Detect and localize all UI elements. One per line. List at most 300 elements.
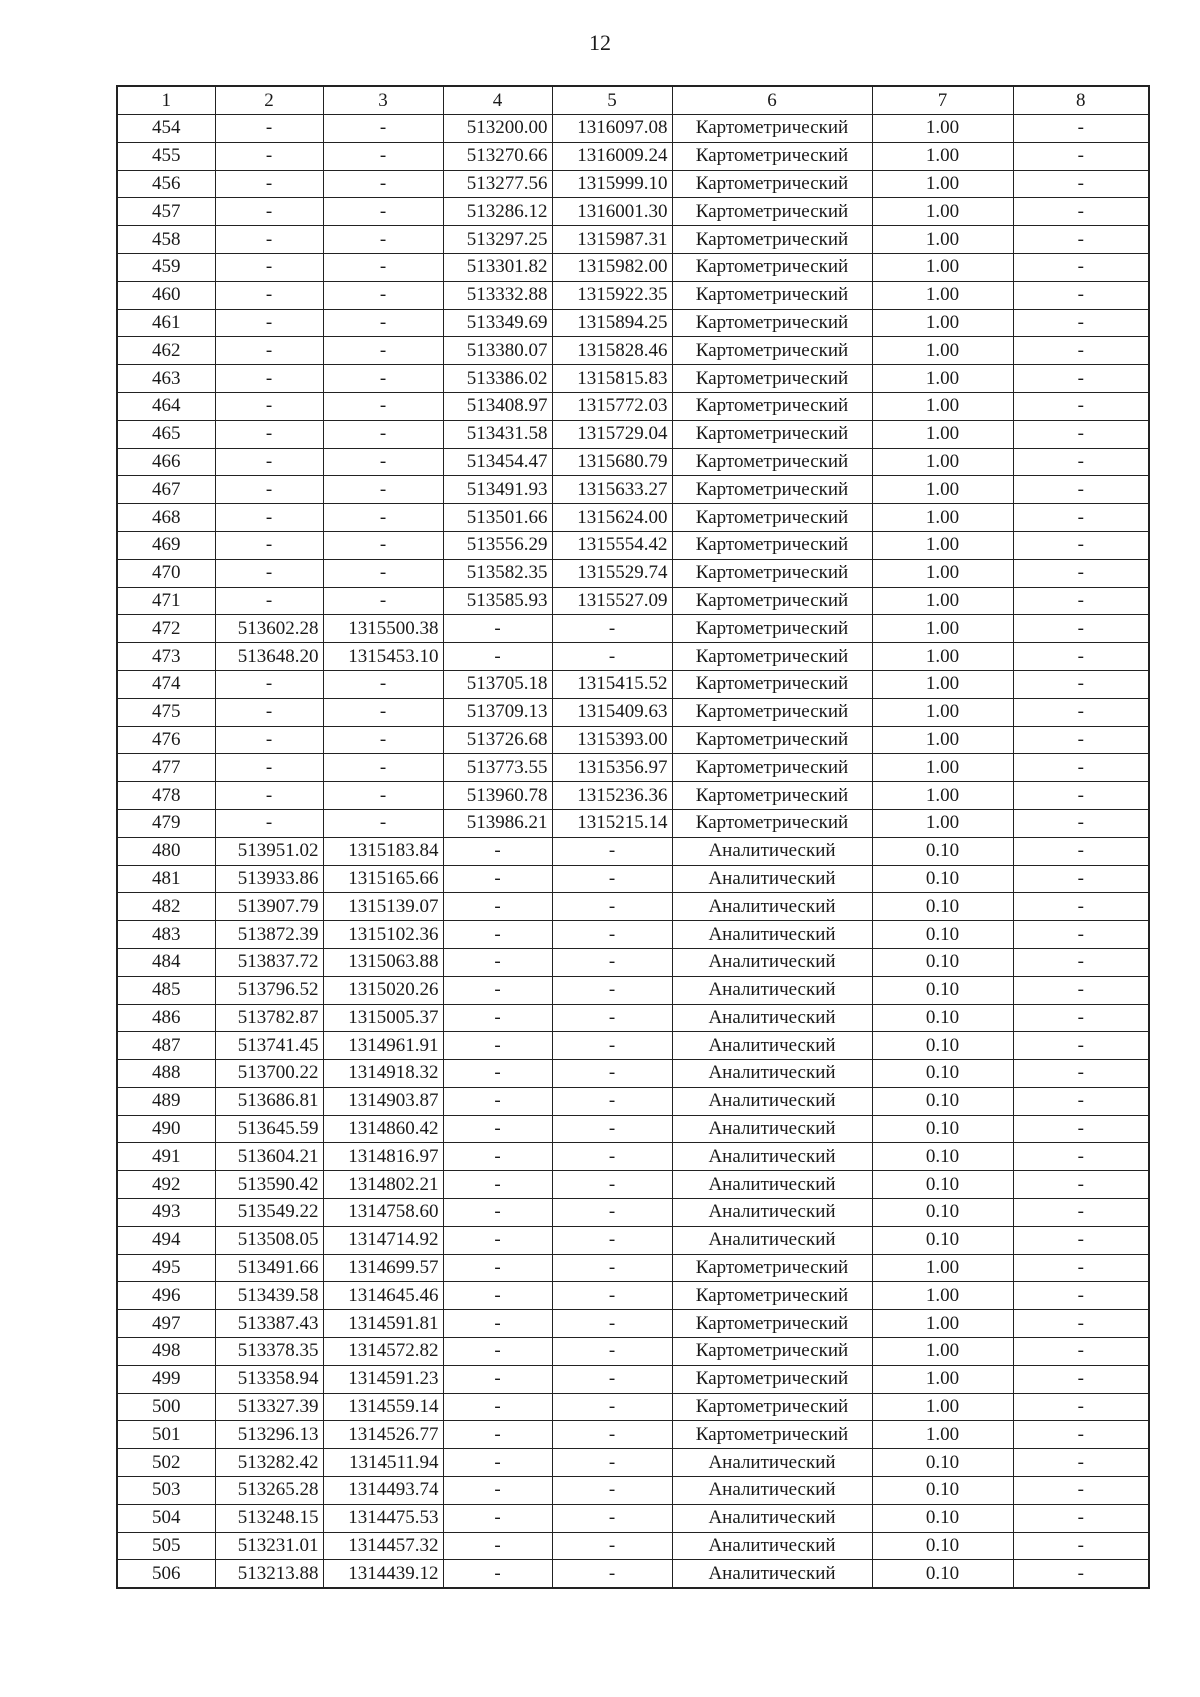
y-new-cell: 1315680.79 [552,448,672,476]
description-cell: - [1013,365,1149,393]
accuracy-cell: 1.00 [872,1338,1013,1366]
y-new-cell: - [552,1004,672,1032]
x-new-cell: 513705.18 [443,670,552,698]
description-cell: - [1013,670,1149,698]
x-new-cell: 513709.13 [443,698,552,726]
x-existing-cell: - [215,448,323,476]
accuracy-cell: 1.00 [872,365,1013,393]
y-existing-cell: 1315500.38 [323,615,443,643]
point-number-cell: 475 [117,698,215,726]
description-cell: - [1013,837,1149,865]
accuracy-cell: 1.00 [872,448,1013,476]
y-new-cell: - [552,1115,672,1143]
description-cell: - [1013,1421,1149,1449]
table-row [117,559,1149,587]
x-new-cell: 513408.97 [443,392,552,420]
accuracy-cell: 1.00 [872,281,1013,309]
point-number-cell: 485 [117,976,215,1004]
point-number-cell: 489 [117,1087,215,1115]
y-existing-cell: 1314645.46 [323,1282,443,1310]
x-existing-cell: 513231.01 [215,1532,323,1560]
method-cell: Аналитический [672,865,872,893]
description-cell: - [1013,281,1149,309]
table-row [117,253,1149,281]
point-number-cell: 459 [117,253,215,281]
y-new-cell: - [552,1087,672,1115]
x-new-cell: - [443,1282,552,1310]
x-new-cell: 513301.82 [443,253,552,281]
point-number-cell: 496 [117,1282,215,1310]
method-cell: Картометрический [672,782,872,810]
method-cell: Картометрический [672,198,872,226]
point-number-cell: 472 [117,615,215,643]
table-row [117,1199,1149,1227]
point-number-cell: 498 [117,1338,215,1366]
accuracy-cell: 0.10 [872,1226,1013,1254]
y-new-cell: - [552,615,672,643]
y-new-cell: - [552,837,672,865]
y-new-cell: 1315409.63 [552,698,672,726]
point-number-cell: 454 [117,115,215,143]
accuracy-cell: 0.10 [872,1199,1013,1227]
x-new-cell: 513491.93 [443,476,552,504]
y-new-cell: 1315529.74 [552,559,672,587]
column-header: 6 [672,86,872,115]
method-cell: Картометрический [672,476,872,504]
description-cell: - [1013,615,1149,643]
x-new-cell: - [443,643,552,671]
y-existing-cell: - [323,392,443,420]
method-cell: Аналитический [672,1032,872,1060]
table-row [117,115,1149,143]
y-new-cell: - [552,1143,672,1171]
y-new-cell: 1315987.31 [552,226,672,254]
description-cell: - [1013,643,1149,671]
x-existing-cell: 513358.94 [215,1365,323,1393]
accuracy-cell: 0.10 [872,1504,1013,1532]
method-cell: Аналитический [672,1143,872,1171]
table-row [117,1032,1149,1060]
y-new-cell: - [552,1504,672,1532]
x-existing-cell: 513907.79 [215,893,323,921]
y-existing-cell: - [323,782,443,810]
x-new-cell: - [443,1560,552,1588]
x-existing-cell: 513213.88 [215,1560,323,1588]
y-existing-cell: 1314559.14 [323,1393,443,1421]
description-cell: - [1013,754,1149,782]
y-existing-cell: - [323,365,443,393]
x-existing-cell: 513872.39 [215,921,323,949]
y-existing-cell: - [323,726,443,754]
accuracy-cell: 1.00 [872,1254,1013,1282]
accuracy-cell: 1.00 [872,643,1013,671]
x-new-cell: - [443,1393,552,1421]
accuracy-cell: 1.00 [872,1393,1013,1421]
x-existing-cell: - [215,504,323,532]
description-cell: - [1013,1532,1149,1560]
table-row [117,643,1149,671]
accuracy-cell: 1.00 [872,253,1013,281]
point-number-cell: 468 [117,504,215,532]
method-cell: Картометрический [672,587,872,615]
table-row [117,281,1149,309]
x-existing-cell: 513645.59 [215,1115,323,1143]
point-number-cell: 476 [117,726,215,754]
point-number-cell: 481 [117,865,215,893]
point-number-cell: 467 [117,476,215,504]
y-new-cell: - [552,865,672,893]
method-cell: Картометрический [672,142,872,170]
method-cell: Картометрический [672,253,872,281]
y-existing-cell: - [323,142,443,170]
x-existing-cell: - [215,587,323,615]
accuracy-cell: 1.00 [872,309,1013,337]
accuracy-cell: 1.00 [872,531,1013,559]
method-cell: Аналитический [672,893,872,921]
x-new-cell: - [443,948,552,976]
x-new-cell: 513386.02 [443,365,552,393]
y-existing-cell: - [323,504,443,532]
method-cell: Картометрический [672,281,872,309]
description-cell: - [1013,1282,1149,1310]
x-new-cell: 513454.47 [443,448,552,476]
point-number-cell: 486 [117,1004,215,1032]
point-number-cell: 478 [117,782,215,810]
x-existing-cell: - [215,309,323,337]
method-cell: Аналитический [672,1087,872,1115]
accuracy-cell: 0.10 [872,1004,1013,1032]
description-cell: - [1013,1199,1149,1227]
y-new-cell: 1315729.04 [552,420,672,448]
y-existing-cell: 1314816.97 [323,1143,443,1171]
x-existing-cell: 513741.45 [215,1032,323,1060]
table-row [117,837,1149,865]
method-cell: Картометрический [672,726,872,754]
description-cell: - [1013,253,1149,281]
x-existing-cell: 513590.42 [215,1171,323,1199]
column-header: 1 [117,86,215,115]
point-number-cell: 474 [117,670,215,698]
method-cell: Картометрический [672,337,872,365]
x-new-cell: 513270.66 [443,142,552,170]
point-number-cell: 465 [117,420,215,448]
description-cell: - [1013,1504,1149,1532]
description-cell: - [1013,726,1149,754]
x-existing-cell: - [215,698,323,726]
point-number-cell: 491 [117,1143,215,1171]
y-existing-cell: - [323,754,443,782]
y-existing-cell: 1314714.92 [323,1226,443,1254]
method-cell: Аналитический [672,1449,872,1477]
method-cell: Аналитический [672,1560,872,1588]
y-existing-cell: 1315453.10 [323,643,443,671]
description-cell: - [1013,865,1149,893]
y-existing-cell: - [323,115,443,143]
y-existing-cell: 1314572.82 [323,1338,443,1366]
accuracy-cell: 0.10 [872,1060,1013,1088]
point-number-cell: 494 [117,1226,215,1254]
x-existing-cell: 513602.28 [215,615,323,643]
y-new-cell: - [552,1226,672,1254]
x-existing-cell: - [215,170,323,198]
table-row [117,531,1149,559]
y-existing-cell: - [323,698,443,726]
point-number-cell: 463 [117,365,215,393]
point-number-cell: 479 [117,809,215,837]
y-existing-cell: 1314591.81 [323,1310,443,1338]
accuracy-cell: 1.00 [872,698,1013,726]
y-existing-cell: 1314758.60 [323,1199,443,1227]
description-cell: - [1013,1087,1149,1115]
y-new-cell: 1315894.25 [552,309,672,337]
x-new-cell: - [443,1365,552,1393]
header-row [117,86,1149,115]
x-new-cell: - [443,921,552,949]
description-cell: - [1013,893,1149,921]
method-cell: Картометрический [672,392,872,420]
x-existing-cell: 513265.28 [215,1477,323,1505]
y-new-cell: - [552,1393,672,1421]
table-row [117,1087,1149,1115]
table-row [117,587,1149,615]
table-row [117,809,1149,837]
method-cell: Аналитический [672,948,872,976]
y-new-cell: - [552,1199,672,1227]
y-new-cell: - [552,976,672,1004]
method-cell: Аналитический [672,1226,872,1254]
description-cell: - [1013,1226,1149,1254]
description-cell: - [1013,1032,1149,1060]
table-row [117,420,1149,448]
accuracy-cell: 1.00 [872,809,1013,837]
x-existing-cell: 513378.35 [215,1338,323,1366]
y-new-cell: 1315554.42 [552,531,672,559]
point-number-cell: 501 [117,1421,215,1449]
x-existing-cell: 513951.02 [215,837,323,865]
accuracy-cell: 1.00 [872,226,1013,254]
x-existing-cell: - [215,115,323,143]
method-cell: Картометрический [672,1310,872,1338]
method-cell: Картометрический [672,1365,872,1393]
table-row [117,1254,1149,1282]
y-new-cell: 1315624.00 [552,504,672,532]
table-row [117,670,1149,698]
description-cell: - [1013,1254,1149,1282]
y-new-cell: 1315415.52 [552,670,672,698]
method-cell: Картометрический [672,115,872,143]
y-existing-cell: - [323,170,443,198]
point-number-cell: 482 [117,893,215,921]
y-new-cell: - [552,1560,672,1588]
method-cell: Аналитический [672,1477,872,1505]
description-cell: - [1013,115,1149,143]
point-number-cell: 502 [117,1449,215,1477]
y-new-cell: - [552,1282,672,1310]
point-number-cell: 506 [117,1560,215,1588]
accuracy-cell: 1.00 [872,615,1013,643]
x-existing-cell: - [215,809,323,837]
method-cell: Картометрический [672,643,872,671]
y-existing-cell: 1314860.42 [323,1115,443,1143]
y-existing-cell: - [323,281,443,309]
y-new-cell: - [552,1532,672,1560]
accuracy-cell: 0.10 [872,1449,1013,1477]
method-cell: Картометрический [672,309,872,337]
x-new-cell: - [443,1310,552,1338]
y-new-cell: 1315215.14 [552,809,672,837]
x-existing-cell: 513439.58 [215,1282,323,1310]
x-existing-cell: - [215,754,323,782]
y-new-cell: 1315999.10 [552,170,672,198]
x-new-cell: - [443,1143,552,1171]
x-new-cell: 513286.12 [443,198,552,226]
method-cell: Картометрический [672,448,872,476]
x-existing-cell: 513549.22 [215,1199,323,1227]
y-existing-cell: 1314526.77 [323,1421,443,1449]
column-header: 4 [443,86,552,115]
x-new-cell: 513277.56 [443,170,552,198]
description-cell: - [1013,531,1149,559]
table-row [117,309,1149,337]
y-new-cell: 1315922.35 [552,281,672,309]
point-number-cell: 471 [117,587,215,615]
description-cell: - [1013,337,1149,365]
point-number-cell: 480 [117,837,215,865]
y-existing-cell: - [323,559,443,587]
y-new-cell: - [552,948,672,976]
y-existing-cell: - [323,587,443,615]
y-existing-cell: 1314439.12 [323,1560,443,1588]
point-number-cell: 455 [117,142,215,170]
y-new-cell: 1316097.08 [552,115,672,143]
y-existing-cell: - [323,226,443,254]
x-existing-cell: - [215,253,323,281]
table-row [117,476,1149,504]
x-existing-cell: 513508.05 [215,1226,323,1254]
y-new-cell: 1315828.46 [552,337,672,365]
table-row [117,337,1149,365]
description-cell: - [1013,392,1149,420]
table-row [117,1282,1149,1310]
table-row [117,1226,1149,1254]
description-cell: - [1013,476,1149,504]
y-new-cell: 1315772.03 [552,392,672,420]
y-new-cell: - [552,893,672,921]
point-number-cell: 503 [117,1477,215,1505]
y-existing-cell: - [323,670,443,698]
accuracy-cell: 0.10 [872,1171,1013,1199]
description-cell: - [1013,921,1149,949]
method-cell: Картометрический [672,170,872,198]
y-existing-cell: - [323,809,443,837]
x-new-cell: - [443,615,552,643]
column-header: 7 [872,86,1013,115]
x-existing-cell: 513782.87 [215,1004,323,1032]
description-cell: - [1013,782,1149,810]
point-number-cell: 470 [117,559,215,587]
description-cell: - [1013,976,1149,1004]
point-number-cell: 457 [117,198,215,226]
x-new-cell: 513556.29 [443,531,552,559]
x-existing-cell: 513387.43 [215,1310,323,1338]
page-number: 12 [589,30,611,55]
x-new-cell: - [443,1226,552,1254]
x-new-cell: - [443,1504,552,1532]
x-existing-cell: - [215,726,323,754]
x-existing-cell: 513837.72 [215,948,323,976]
accuracy-cell: 1.00 [872,587,1013,615]
table-row [117,976,1149,1004]
x-new-cell: - [443,1421,552,1449]
x-new-cell: 513726.68 [443,726,552,754]
x-new-cell: - [443,837,552,865]
accuracy-cell: 1.00 [872,1310,1013,1338]
point-number-cell: 466 [117,448,215,476]
point-number-cell: 477 [117,754,215,782]
x-new-cell: - [443,1115,552,1143]
accuracy-cell: 0.10 [872,1115,1013,1143]
x-new-cell: - [443,1087,552,1115]
table-row [117,865,1149,893]
accuracy-cell: 1.00 [872,504,1013,532]
x-existing-cell: 513248.15 [215,1504,323,1532]
y-new-cell: - [552,1338,672,1366]
x-existing-cell: 513686.81 [215,1087,323,1115]
column-header: 2 [215,86,323,115]
point-number-cell: 484 [117,948,215,976]
accuracy-cell: 1.00 [872,782,1013,810]
method-cell: Картометрический [672,1393,872,1421]
y-new-cell: - [552,1421,672,1449]
point-number-cell: 504 [117,1504,215,1532]
y-existing-cell: 1314493.74 [323,1477,443,1505]
description-cell: - [1013,1143,1149,1171]
method-cell: Аналитический [672,1532,872,1560]
accuracy-cell: 1.00 [872,142,1013,170]
point-number-cell: 497 [117,1310,215,1338]
x-new-cell: 513332.88 [443,281,552,309]
accuracy-cell: 0.10 [872,1477,1013,1505]
accuracy-cell: 1.00 [872,559,1013,587]
y-new-cell: 1315236.36 [552,782,672,810]
point-number-cell: 456 [117,170,215,198]
table-row [117,170,1149,198]
description-cell: - [1013,448,1149,476]
x-new-cell: - [443,1477,552,1505]
description-cell: - [1013,420,1149,448]
accuracy-cell: 1.00 [872,337,1013,365]
method-cell: Аналитический [672,1199,872,1227]
x-new-cell: - [443,1449,552,1477]
point-number-cell: 458 [117,226,215,254]
y-existing-cell: 1315165.66 [323,865,443,893]
x-existing-cell: 513327.39 [215,1393,323,1421]
accuracy-cell: 1.00 [872,420,1013,448]
accuracy-cell: 0.10 [872,1032,1013,1060]
table-row [117,392,1149,420]
table-row [117,1310,1149,1338]
point-number-cell: 462 [117,337,215,365]
y-new-cell: - [552,1365,672,1393]
table-row [117,698,1149,726]
y-new-cell: - [552,1171,672,1199]
y-new-cell: 1315527.09 [552,587,672,615]
point-number-cell: 499 [117,1365,215,1393]
method-cell: Аналитический [672,1115,872,1143]
y-new-cell: - [552,1310,672,1338]
method-cell: Картометрический [672,1254,872,1282]
x-existing-cell: 513700.22 [215,1060,323,1088]
